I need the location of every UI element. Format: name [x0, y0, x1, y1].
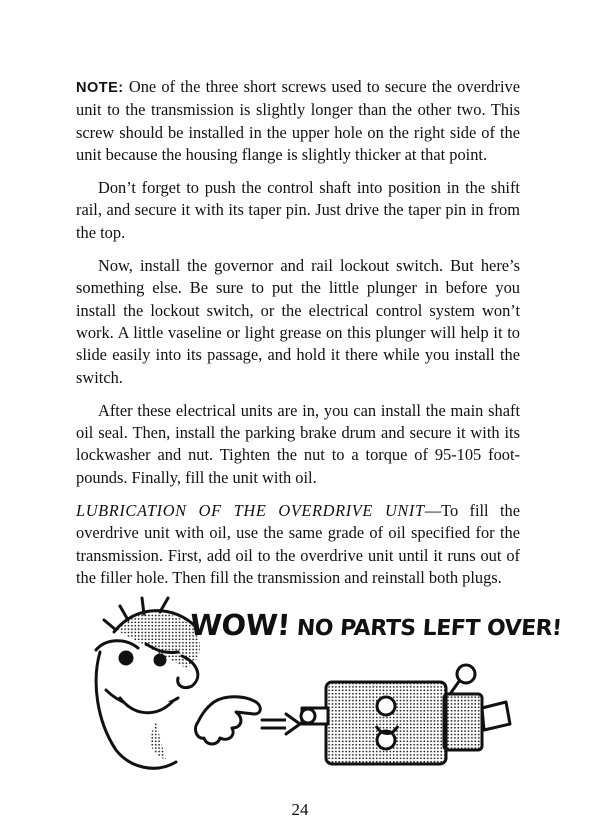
page-number: 24 — [291, 800, 309, 819]
body-text — [76, 76, 520, 600]
paragraph-control-shaft: Don’t forget to push the control shaft into position in the shift rail, and secure it with its taper pin. Just drive the taper pin in from the top. — [76, 178, 520, 242]
paragraph-oil-seal: After these electrical units are in, you can install the main shaft oil seal. Then, install the parking brake drum and secure it with its lockwasher and nut. Tighten the nut to a torque of 95-105 foot-pounds. Finally, fill the unit with oil. — [76, 400, 520, 487]
lubrication-heading: LUBRICATION OF THE OVERDRIVE UNIT — [76, 501, 425, 521]
paragraph-governor: Now, install the governor and rail lockout switch. But here’s something else. Be sure to put the little plunger in before you install the lockout switch, or the electrical control system won’t work. A little vaseline or light grease on this plunger will help it to slide easily into its passage, and hold it there while you install the switch. — [76, 256, 520, 387]
pointing-hand — [196, 697, 300, 744]
note-text: One of the three short screws used to secure the overdrive unit to the transmission is slightly longer than the other two. This screw should be installed in the upper hole on the right side of the unit because the housing flange is slightly thicker at that point. — [76, 77, 520, 164]
note-label: NOTE: — [76, 80, 124, 96]
lubrication-text: —To fill the overdrive unit with oil, use the same grade of oil specified for the transmission. First, add oil to the overdrive unit until it runs out of the filler hole. Then fill the transmission and reinstall both plugs. — [76, 501, 520, 587]
wow-text: WOW! — [188, 608, 292, 642]
cartoon-exclamation — [189, 608, 563, 642]
overdrive-unit — [301, 665, 510, 764]
note-paragraph — [76, 76, 520, 166]
lubrication-paragraph — [76, 500, 520, 589]
no-parts-left-text: NO PARTS LEFT OVER! — [295, 616, 563, 641]
mechanic-cartoon — [96, 598, 200, 768]
